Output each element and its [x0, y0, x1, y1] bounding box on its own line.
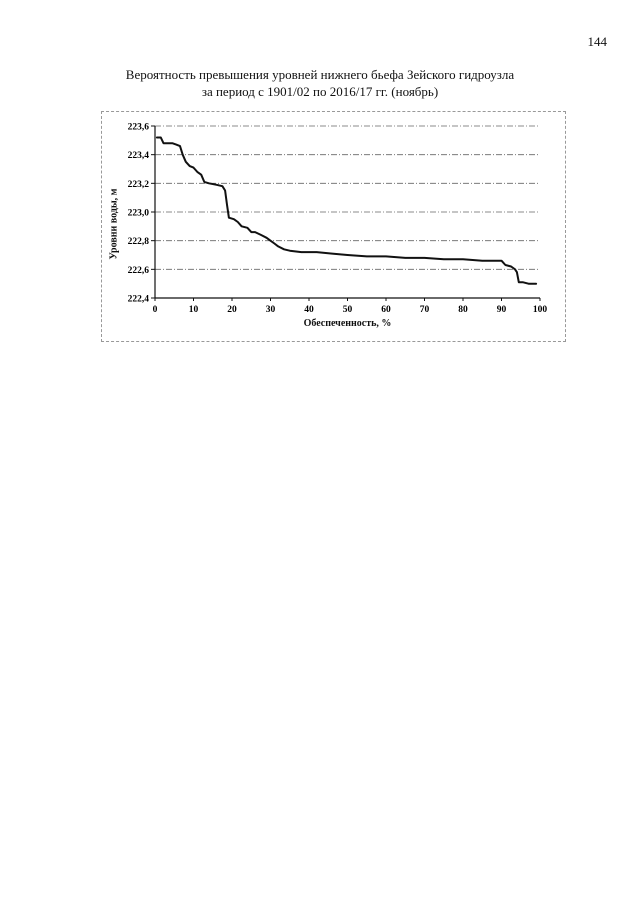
x-tick-label: 0: [152, 305, 158, 315]
series-group: [157, 138, 536, 284]
y-axis-label: Уровни воды, м: [108, 188, 120, 260]
x-axis-ticks: [153, 298, 548, 315]
series-line-1: [157, 138, 536, 284]
page-number: 144: [587, 34, 607, 49]
x-tick-label: 50: [342, 305, 353, 315]
y-tick-label: 222,4: [127, 294, 149, 305]
y-axis-ticks: [128, 123, 155, 305]
x-tick-label: 60: [381, 305, 391, 315]
y-tick-label: 223,2: [127, 179, 149, 190]
x-tick-label: 90: [496, 305, 507, 315]
chart-title-line-1: Вероятность превышения уровней нижнего бьефа Зейского гидроузла: [125, 67, 515, 82]
grid-lines: [155, 126, 540, 269]
y-tick-label: 223,6: [127, 122, 149, 133]
x-tick-label: 40: [304, 305, 314, 315]
x-axis-label: Обеспеченность, %: [303, 318, 392, 329]
y-tick-label: 222,8: [127, 237, 149, 248]
x-tick-label: 20: [227, 305, 237, 315]
x-tick-label: 100: [532, 305, 548, 315]
x-tick-label: 80: [458, 305, 468, 315]
chart-title-line-2: за период с 1901/02 по 2016/17 гг. (ноябрь): [201, 84, 439, 99]
x-tick-label: 10: [188, 305, 199, 315]
y-tick-label: 223,4: [127, 151, 149, 162]
y-tick-label: 223,0: [127, 208, 149, 219]
y-tick-label: 222,6: [127, 265, 149, 276]
x-tick-label: 30: [265, 305, 276, 315]
x-tick-label: 70: [419, 305, 430, 315]
